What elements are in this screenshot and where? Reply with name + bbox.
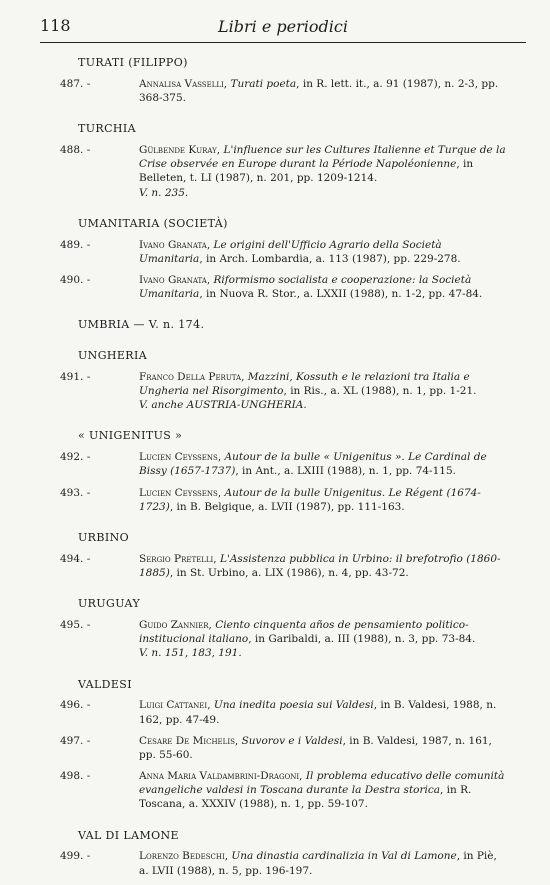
entry-number: 487. -: [60, 77, 91, 90]
entry-text: Lucien Ceyssens, Autour de la bulle Unigenitus. Le Régent (1674-1723), in B. Belgique, a. LVII (1987), pp. 111-163.: [139, 486, 481, 513]
section-heading: URUGUAY: [78, 597, 141, 611]
entry-citation: , in Arch. Lombardia, a. 113 (1987), pp. 229-278.: [199, 252, 461, 265]
entry-citation: , in B. Valdesi, 1987, n. 161, pp. 55-60.: [139, 734, 492, 761]
bibliography-entry: [60, 552, 508, 580]
entry-number: 494. -: [60, 552, 91, 565]
entry-author: Guido Zannier: [139, 619, 209, 632]
entry-number: 496. -: [60, 699, 91, 712]
entry-citation: , in St. Urbino, a. LIX (1986), n. 4, pp. 43-72.: [169, 567, 409, 579]
cross-reference: V. n. 151, 183, 191.: [139, 647, 242, 660]
entry-title: L'influence sur les Cultures Italienne et Turque de la Crise observée en Europe durant la Période Napoléonienne: [139, 144, 506, 171]
bibliography-entry: [60, 734, 508, 762]
entry-text: Gülbende Kuray, L'influence sur les Cultures Italienne et Turque de la Crise observée en Europe durant la Période Napoléonienne, in Belleten, t. LI (1987), n. 201, pp. 1209-1214.: [139, 144, 506, 185]
entry-text: Annalisa Vasselli, Turati poeta, in R. lett. it., a. 91 (1987), n. 2-3, pp. 368-375.: [139, 77, 499, 105]
entry-title: Una dinastia cardinalizia in Val di Lamone: [231, 850, 457, 863]
entry-citation: , in R. Toscana, a. XXXIV (1988), n. 1, pp. 59-107.: [139, 784, 472, 811]
running-title: Libri e periodici: [218, 17, 348, 36]
entry-author: Gülbende Kuray: [139, 144, 217, 157]
section-heading: « UNIGENITUS »: [78, 429, 183, 443]
bibliography-entry: [60, 143, 508, 200]
cross-reference: V. anche AUSTRIA-UNGHERIA.: [139, 399, 307, 412]
entry-author: Lucien Ceyssens: [139, 451, 218, 464]
entry-citation: , in Piè, a. LVII (1988), n. 5, pp. 196-197.: [139, 850, 497, 877]
entry-title: L'Assistenza pubblica in Urbino: il brefotrofio (1860-1885): [139, 552, 501, 579]
entry-author: Ivano Granata: [139, 238, 207, 251]
entry-title: Autour de la bulle Unigenitus. Le Régent (1674-1723): [139, 486, 481, 513]
entry-number: 489. -: [60, 238, 91, 251]
entry-author: Ivano Granata: [139, 273, 207, 286]
entry-citation: , in B. Belgique, a. LVII (1987), pp. 111-163.: [169, 500, 405, 513]
bibliography-entry: [60, 698, 508, 726]
entry-number: 495. -: [60, 619, 91, 632]
entry-author: Lucien Ceyssens: [139, 486, 218, 499]
entry-citation: , in Ant., a. LXIII (1988), n. 1, pp. 74-115.: [235, 465, 456, 478]
entry-text: Franco Della Peruta, Mazzini, Kossuth e le relazioni tra Italia e Ungheria nel Risorgimento, in Ris., a. XL (1988), n. 1, pp. 1-21.: [139, 370, 477, 398]
bibliography-entry: [60, 769, 508, 812]
section-heading: TURATI (FILIPPO): [78, 56, 188, 69]
entry-citation: , in Nuova R. Stor., a. LXXII (1988), n. 1-2, pp. 47-84.: [199, 288, 483, 301]
entry-title: Una inedita poesia sui Valdesi: [213, 699, 374, 712]
entry-number: 488. -: [60, 144, 91, 157]
entry-text: Guido Zannier, Ciento cinquenta años de pensamiento politico-institucional italiano, in Garibaldi, a. III (1988), n. 3, pp. 73-84.: [139, 619, 476, 646]
section-heading: VALDESI: [78, 677, 132, 691]
entry-number: 491. -: [60, 370, 91, 383]
entry-author: Annalisa Vasselli: [139, 77, 224, 90]
bibliography-entry: [60, 77, 508, 105]
entry-author: Sergio Pretelli: [139, 552, 214, 565]
section-heading: URBINO: [78, 530, 130, 544]
entry-author: Franco Della Peruta: [139, 370, 242, 383]
entry-text: Cesare De Michelis, Suvorov e i Valdesi, in B. Valdesi, 1987, n. 161, pp. 55-60.: [139, 734, 492, 761]
entry-number: 493. -: [60, 486, 91, 499]
bibliography-entry: [60, 849, 508, 877]
entry-title: Mazzini, Kossuth e le relazioni tra Italia e Ungheria nel Risorgimento: [139, 370, 470, 398]
entry-citation: , in R. lett. it., a. 91 (1987), n. 2-3, pp. 368-375.: [139, 77, 499, 105]
entry-author: Anna Maria Valdambrini-Dragoni: [139, 770, 300, 783]
bibliography-body: [60, 56, 508, 885]
entry-author: Luigi Cattanei: [139, 699, 208, 712]
entry-author: Lorenzo Bedeschi: [139, 850, 225, 863]
section-heading: UMANITARIA (SOCIETÀ): [78, 216, 228, 230]
page-header: [40, 16, 526, 43]
entry-text: Ivano Granata, Riformismo socialista e cooperazione: la Società Umanitaria, in Nuova R. Stor., a. LXXII (1988), n. 1-2, pp. 47-84.: [139, 273, 483, 301]
entry-number: 499. -: [60, 850, 91, 863]
section-heading: VAL DI LAMONE: [78, 828, 179, 842]
bibliography-entry: [60, 238, 508, 266]
entry-citation: , in Garibaldi, a. III (1988), n. 3, pp. 73-84.: [248, 633, 476, 646]
section-heading: UNGHERIA: [78, 349, 148, 363]
entry-title: Ciento cinquenta años de pensamiento politico-institucional italiano: [139, 619, 469, 646]
entry-title: Autour de la bulle « Unigenitus ». Le Cardinal de Bissy (1657-1737): [139, 451, 487, 478]
entry-number: 490. -: [60, 273, 91, 286]
entry-title: Le origini dell'Ufficio Agrario della Società Umanitaria: [139, 238, 442, 265]
entry-title: Suvorov e i Valdesi: [241, 734, 343, 747]
entry-text: Luigi Cattanei, Una inedita poesia sui Valdesi, in B. Valdesi, 1988, n. 162, pp. 47-49.: [139, 699, 497, 726]
cross-reference: V. n. 235.: [139, 186, 189, 199]
section-heading: TURCHIA: [78, 122, 136, 136]
entry-number: 498. -: [60, 770, 91, 783]
entry-text: Lucien Ceyssens, Autour de la bulle « Unigenitus ». Le Cardinal de Bissy (1657-1737), in Ant., a. LXIII (1988), n. 1, pp. 74-115.: [139, 451, 487, 478]
entry-number: 497. -: [60, 734, 91, 747]
entry-author: Cesare De Michelis: [139, 734, 235, 747]
entry-title: Il problema educativo delle comunità evangeliche valdesi in Toscana durante la Destra storica: [139, 770, 505, 797]
bibliography-entry: [60, 450, 508, 478]
bibliography-entry: [60, 273, 508, 301]
entry-text: Anna Maria Valdambrini-Dragoni, Il problema educativo delle comunità evangeliche valdesi in Toscana durante la Destra storica, in R. Toscana, a. XXXIV (1988), n. 1, pp. 59-107.: [139, 770, 505, 811]
bibliography-entry: [60, 370, 508, 413]
page-number: 118: [40, 16, 71, 35]
bibliography-entry: [60, 486, 508, 514]
entry-title: Riformismo socialista e cooperazione: la Società Umanitaria: [139, 273, 472, 301]
entry-text: Sergio Pretelli, L'Assistenza pubblica in Urbino: il brefotrofio (1860-1885), in St. Urbino, a. LIX (1986), n. 4, pp. 43-72.: [139, 552, 501, 579]
entry-citation: , in Ris., a. XL (1988), n. 1, pp. 1-21.: [283, 385, 477, 398]
entry-citation: , in B. Valdesi, 1988, n. 162, pp. 47-49.: [139, 699, 497, 726]
entry-citation: , in Belleten, t. LI (1987), n. 201, pp. 1209-1214.: [139, 158, 474, 185]
entry-text: Lorenzo Bedeschi, Una dinastia cardinalizia in Val di Lamone, in Piè, a. LVII (1988), n. 5, pp. 196-197.: [139, 850, 497, 877]
entry-number: 492. -: [60, 451, 91, 464]
section-heading: UMBRIA — V. n. 174.: [78, 318, 205, 332]
entry-text: Ivano Granata, Le origini dell'Ufficio Agrario della Società Umanitaria, in Arch. Lombardia, a. 113 (1987), pp. 229-278.: [139, 238, 461, 265]
entry-title: Turati poeta: [230, 77, 297, 90]
bibliography-entry: [60, 618, 508, 661]
